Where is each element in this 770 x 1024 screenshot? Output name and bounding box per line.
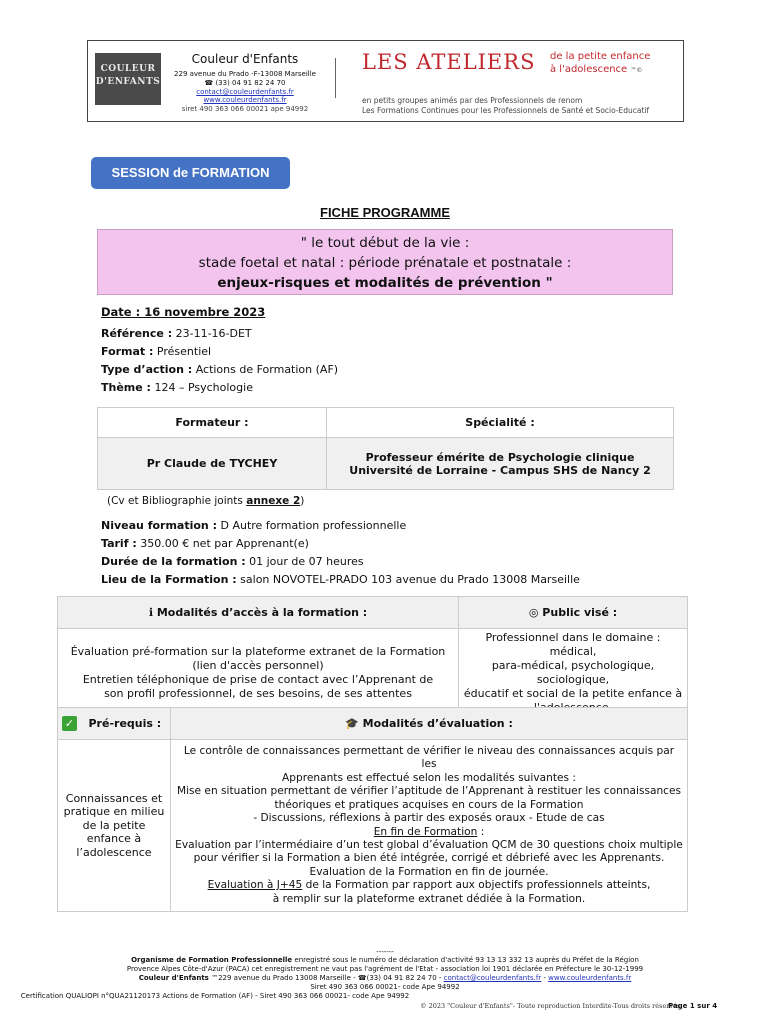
j45-link: Evaluation à J+45: [207, 879, 303, 892]
public-line: para-médical, psychologique, sociologique,: [491, 659, 655, 686]
public-header-text: Public visé :: [542, 606, 618, 619]
course-title-line: stade foetal et natal : période prénatale et postnatale :: [198, 255, 572, 271]
theme-value: 124 – Psychologie: [154, 381, 253, 394]
lieu-value: salon NOVOTEL-PRADO 103 avenue du Prado 13008 Marseille: [240, 573, 580, 586]
reference-value: 23-11-16-DET: [175, 327, 252, 340]
footer-separator: -------: [376, 948, 394, 956]
eval-line: - Discussions, réflexions à partir des exposés oraux - Etude de cas: [253, 812, 605, 825]
prereq-line: Connaissances et: [65, 791, 163, 805]
org-email-link[interactable]: contact@couleurdenfants.fr: [196, 88, 294, 96]
check-icon: ✓: [62, 716, 77, 731]
fiche-title-text: FICHE PROGRAMME: [320, 205, 450, 220]
logo-text-line: COULEUR: [100, 64, 156, 74]
eval-line: Apprenants est effectué selon les modalités suivantes :: [282, 771, 576, 784]
public-line: Professionnel dans le domaine : médical,: [485, 631, 661, 658]
footer-bold: Couleur d'Enfants: [138, 974, 209, 982]
niveau-label: Niveau formation :: [101, 519, 217, 532]
brand-title: LES ATELIERS: [362, 50, 536, 74]
footer-email-link[interactable]: contact@couleurdenfants.fr: [443, 974, 542, 982]
course-title-line: " le tout début de la vie :: [300, 235, 470, 251]
access-line: (lien d'accès personnel): [192, 659, 324, 672]
footer-text: ™229 avenue du Prado 13008 Marseille - ☎(33) 04 91 82 24 70 -: [208, 974, 444, 982]
lieu-label: Lieu de la Formation :: [101, 573, 237, 586]
trainer-specialty: [327, 438, 674, 490]
footer-line-5: Certification QUALIOPI n°QUA21120173 Actions de Formation (AF) - Siret 490 363 066 00021- code Ape 94992: [20, 992, 410, 1000]
org-website-link[interactable]: www.couleurdenfants.fr: [203, 96, 287, 104]
trademark-mark: ™©: [630, 67, 643, 74]
format-label: Format :: [101, 345, 154, 358]
brand-subtitle-2-text: à l'adolescence: [550, 64, 628, 75]
lieu-row: [101, 573, 580, 586]
type-row: [101, 363, 338, 376]
niveau-row: [101, 519, 406, 532]
prereq-header: [58, 708, 171, 740]
org-address: 229 avenue du Prado -F-13008 Marseille: [174, 70, 316, 78]
specialty-line: Université de Lorraine - Campus SHS de Nancy 2: [349, 463, 651, 477]
header-divider: [335, 58, 336, 98]
target-icon: ◎: [528, 606, 539, 619]
tarif-value: 350.00 € net par Apprenant(e): [140, 537, 309, 550]
niveau-value: D Autre formation professionnelle: [220, 519, 407, 532]
type-value: Actions de Formation (AF): [195, 363, 339, 376]
logo-text-line: D'ENFANTS: [95, 77, 161, 87]
duree-label: Durée de la formation :: [101, 555, 246, 568]
cv-note-prefix: (Cv et Bibliographie joints: [107, 495, 247, 507]
org-logo: [95, 53, 161, 105]
reference-label: Référence :: [101, 327, 173, 340]
eval-details: [171, 740, 688, 912]
prereq-line: pratique en milieu: [63, 805, 165, 819]
access-header: ℹ Modalités d’accès à la formation :: [58, 597, 459, 629]
prereq-line: de la petite: [82, 818, 146, 832]
footer-text: enregistré sous le numéro de déclaration d'activité 93 13 13 332 13 auprès du Préfet de la Région: [292, 956, 639, 964]
tagline-2: Les Formations Continues pour les Professionnels de Santé et Socio-Educatif: [362, 106, 650, 115]
tagline-1: en petits groupes animés par des Professionnels de renom: [362, 96, 583, 105]
trainer-table: [97, 407, 674, 490]
org-phone: ☎ (33) 04 91 82 24 70: [204, 79, 286, 87]
footer-line-2: Provence Alpes Côte-d'Azur (PACA) cet enregistrement ne vaut pas l'agrément de l'Etat - association loi 1901 déclarée en Préfecture le 30-12-1999: [126, 965, 644, 973]
theme-label: Thème :: [101, 381, 151, 394]
prereq-line: enfance à: [86, 832, 142, 846]
graduation-cap-icon: 🎓: [345, 717, 359, 730]
j45-line: [175, 879, 683, 892]
access-line: Évaluation pré-formation sur la plateforme extranet de la Formation: [70, 645, 446, 658]
duree-value: 01 jour de 07 heures: [249, 555, 364, 568]
specialty-line: Professeur émérite de Psychologie clinique: [365, 450, 635, 464]
footer-bold: Organisme de Formation Professionnelle: [131, 956, 293, 964]
access-table: [57, 596, 688, 718]
footer-line-4: Siret 490 363 066 00021- code Ape 94992: [310, 983, 460, 991]
annex-link[interactable]: annexe 2: [246, 495, 301, 507]
cv-note-suffix: ): [300, 495, 305, 507]
j45-rest: de la Formation par rapport aux objectifs professionnels atteints,: [302, 879, 651, 892]
end-of-training-title: [175, 826, 683, 839]
page-number: Page 1 sur 4: [668, 1002, 718, 1010]
type-label: Type d’action :: [101, 363, 193, 376]
course-title-box: [97, 229, 673, 295]
eval-line: à remplir sur la plateforme extranet dédiée à la Formation.: [272, 892, 586, 905]
format-value: Présentiel: [156, 345, 212, 358]
access-details: [58, 629, 459, 718]
org-name: Couleur d'Enfants: [191, 52, 299, 66]
tarif-label: Tarif :: [101, 537, 137, 550]
evaluation-table: [57, 707, 688, 912]
org-siret: siret 490 363 066 00021 ape 94992: [181, 105, 309, 113]
public-line: éducatif et social de la petite enfance à: [463, 687, 683, 700]
session-date: Date : 16 novembre 2023: [101, 305, 266, 319]
public-header: [459, 597, 688, 629]
access-line: Entretien téléphonique de prise de contact avec l’Apprenant de: [82, 673, 434, 686]
eval-line: Evaluation de la Formation en fin de journée.: [309, 865, 549, 878]
eval-line: Evaluation par l’intermédiaire d’un test global d’évaluation QCM de 30 questions choix multiple: [175, 838, 683, 851]
theme-row: [101, 381, 253, 394]
access-line: son profil professionnel, de ses besoins, de ses attentes: [104, 687, 412, 700]
footer-line-1: [0, 956, 770, 965]
prereq-details: [58, 740, 171, 912]
eval-header: [171, 708, 688, 740]
trainer-header: Formateur :: [98, 408, 327, 438]
eval-line: théoriques et pratiques acquises en cours de la Formation: [274, 798, 584, 811]
footer-website-link[interactable]: www.couleurdenfants.fr: [548, 974, 632, 982]
trainer-name: Pr Claude de TYCHEY: [98, 438, 327, 490]
fiche-title: [0, 205, 770, 220]
eval-line: Mise en situation permettant de vérifier l’aptitude de l’Apprenant à restituer les connaissances: [176, 785, 682, 798]
copyright: © 2023 "Couleur d'Enfants"- Toute reproduction Interdite-Tous droits réservés: [420, 1002, 681, 1010]
end-title-text: En fin de Formation: [373, 825, 478, 838]
tarif-row: [101, 537, 309, 550]
course-title-line: enjeux-risques et modalités de prévention ": [217, 275, 553, 291]
public-details: [459, 629, 688, 718]
duree-row: [101, 555, 364, 568]
reference-row: [101, 327, 252, 340]
eval-header-text: Modalités d’évaluation :: [362, 717, 513, 730]
prereq-line: l’adolescence: [76, 845, 152, 859]
specialty-header: Spécialité :: [327, 408, 674, 438]
eval-line: Le contrôle de connaissances permettant de vérifier le niveau des connaissances acquis par les: [183, 745, 675, 771]
brand-subtitle-2: [550, 64, 642, 75]
footer-line-3: Couleur d'Enfants ™229 avenue du Prado 13008 Marseille - ☎(33) 04 91 82 24 70 - contact@couleurdenfants.fr - www.couleurdenfants.fr: [138, 974, 632, 982]
cv-note: [107, 495, 304, 507]
format-row: [101, 345, 211, 358]
prereq-header-text: Pré-requis :: [88, 717, 162, 730]
end-title-suffix: :: [477, 825, 485, 838]
brand-subtitle-1: de la petite enfance: [550, 51, 651, 62]
session-badge: SESSION de FORMATION: [91, 157, 290, 189]
eval-line: pour vérifier si la Formation a bien été intégrée, corrigé et débriefé avec les Apprenants.: [193, 852, 665, 865]
